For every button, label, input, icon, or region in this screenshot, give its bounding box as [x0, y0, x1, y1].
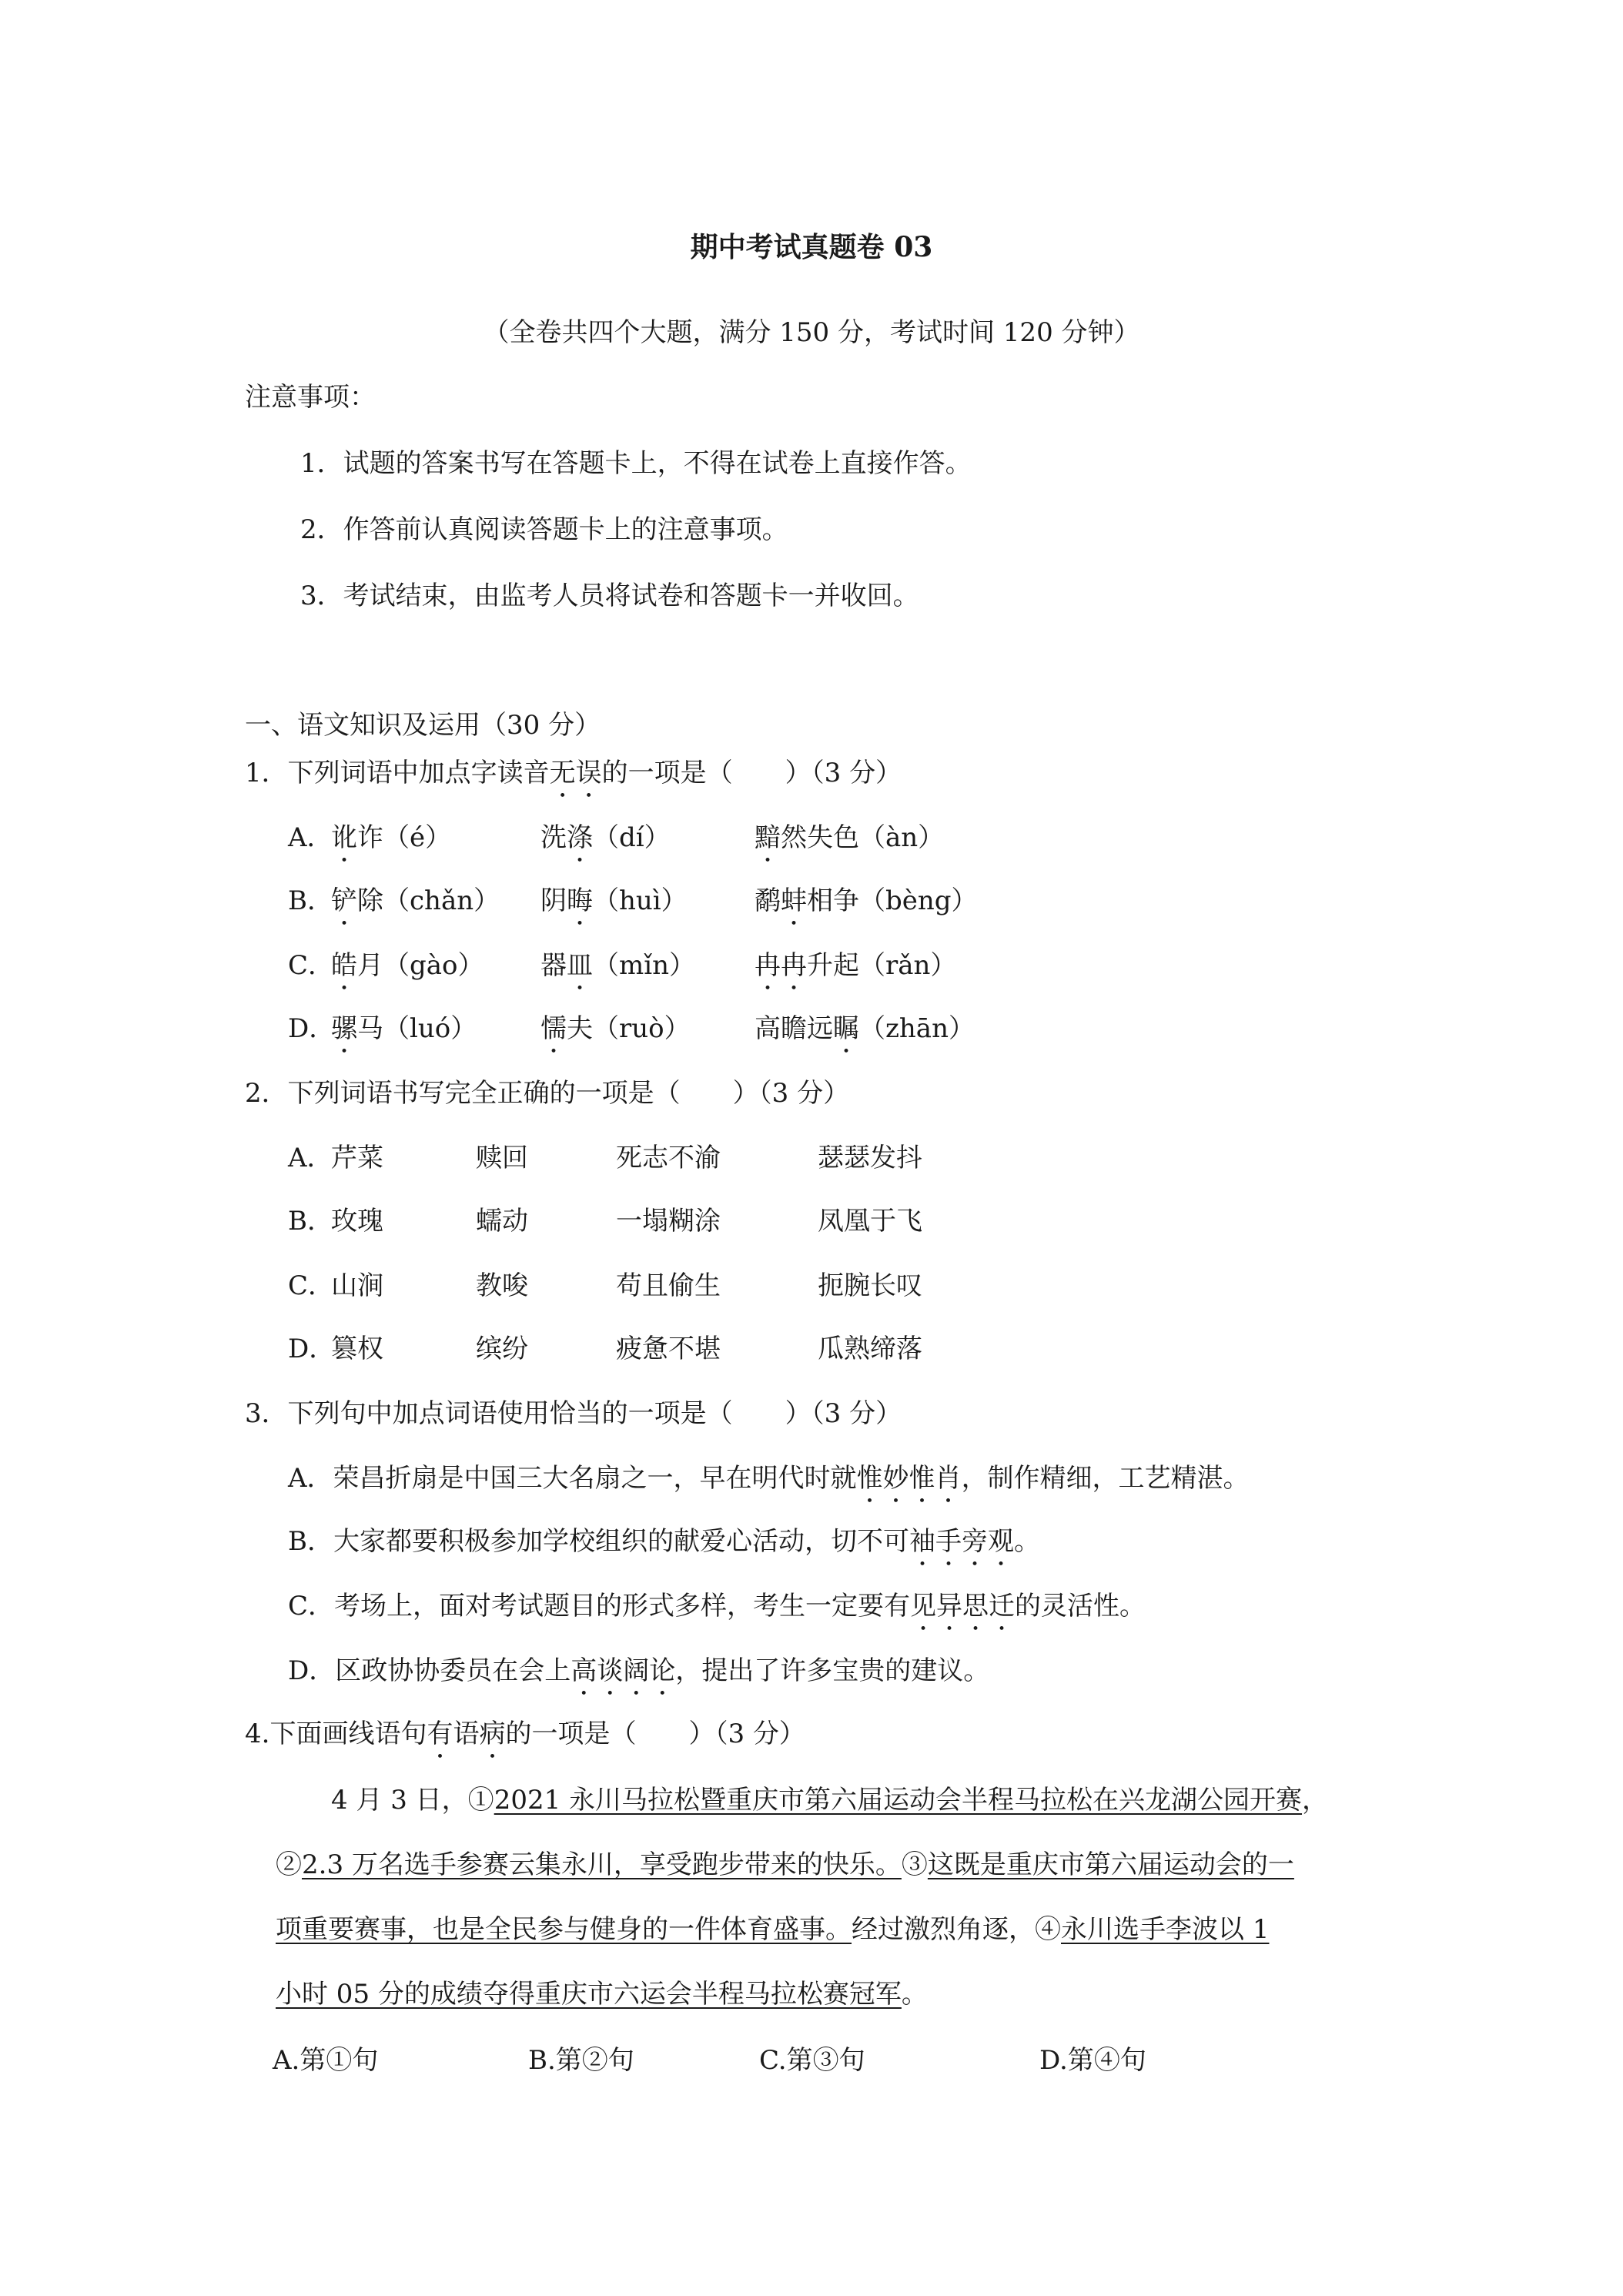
option-word: 一塌糊涂: [616, 1206, 721, 1237]
passage-line: [331, 1785, 1434, 1816]
question-4-option-b: B.第②句: [528, 2045, 634, 2076]
option-text: ，提出了许多宝贵的建议。: [675, 1655, 990, 1686]
stem-dotted-text: 病: [479, 1719, 506, 1749]
option-word: 瓜熟缔落: [818, 1334, 922, 1364]
stem-text: 4.下面画线语句: [245, 1719, 427, 1749]
word-rest: （zhān）: [859, 1013, 975, 1044]
option-label: D．: [288, 1334, 336, 1364]
option-label: A．: [288, 822, 333, 853]
word-rest: 马（luó）: [357, 1013, 477, 1044]
dotted-phrase: 见异思迁: [910, 1591, 1016, 1622]
question-4-option-d: D.第④句: [1039, 2045, 1146, 2076]
passage-text: ③: [901, 1849, 928, 1880]
dotted-char: 皓: [331, 950, 357, 981]
dotted-char: 涤: [567, 822, 593, 853]
word-pre: 高瞻远: [755, 1013, 833, 1044]
dotted-char: 晦: [567, 885, 593, 916]
passage-text: 。: [901, 1979, 928, 2010]
option-text: 的灵活性。: [1015, 1591, 1146, 1622]
passage-text: ②: [276, 1849, 302, 1880]
option-word: [540, 950, 695, 996]
question-3-option-a: [288, 1463, 1250, 1509]
option-label: B．: [288, 1206, 333, 1237]
option-word: [331, 885, 500, 932]
note-item: 1．试题的答案书写在答题卡上，不得在试卷上直接作答。: [300, 448, 972, 479]
option-label: C．: [288, 1270, 335, 1301]
underlined-sentence: 这既是重庆市第六届运动会的一: [927, 1849, 1294, 1880]
word-rest: （dí）: [593, 822, 671, 853]
question-4-option-c: C.第③句: [759, 2045, 865, 2076]
question-3-option-b: [288, 1526, 1040, 1572]
option-word: 山涧: [331, 1270, 383, 1301]
dotted-char: 铲: [331, 885, 357, 916]
word-rest: 然失色（àn）: [781, 822, 945, 853]
option-text: 。: [1013, 1526, 1040, 1557]
option-word: [755, 885, 978, 932]
note-item: 2．作答前认真阅读答题卡上的注意事项。: [300, 514, 788, 545]
passage-text: ，: [1302, 1785, 1329, 1816]
option-word: 瑟瑟发抖: [818, 1143, 922, 1173]
option-word: 篡权: [331, 1334, 383, 1364]
question-1-stem: [245, 758, 902, 804]
option-label: D．: [288, 1013, 336, 1044]
dotted-phrase: 惟妙惟肖: [856, 1463, 962, 1494]
passage-line: [276, 1849, 1378, 1881]
word-rest: 除（chǎn）: [357, 885, 500, 916]
stem-text: 语: [453, 1719, 480, 1749]
passage-text: 经过激烈角逐，④: [852, 1914, 1061, 1945]
word-rest: 相争（bèng）: [807, 885, 978, 916]
option-word: 芹菜: [331, 1143, 383, 1173]
option-text: D．区政协协委员在会上: [288, 1655, 571, 1686]
word-rest: 夫（ruò）: [567, 1013, 691, 1044]
option-word: 扼腕长叹: [818, 1270, 922, 1301]
option-word: [755, 822, 944, 869]
section-heading: 一、语文知识及运用（30 分）: [245, 710, 601, 741]
note-item: 3．考试结束，由监考人员将试卷和答题卡一并收回。: [300, 581, 919, 611]
question-3-stem: 3．下列句中加点词语使用恰当的一项是（ ）（3 分）: [245, 1398, 902, 1429]
dotted-char: 瞩: [833, 1013, 859, 1044]
dotted-char: 懦: [540, 1013, 567, 1044]
stem-text: 1．下列词语中加点字读音: [245, 758, 550, 788]
page-subtitle: （全卷共四个大题，满分 150 分，考试时间 120 分钟）: [483, 317, 1140, 348]
option-text: ，制作精细，工艺精湛。: [961, 1463, 1250, 1494]
stem-dotted-text: 有: [427, 1719, 453, 1749]
dotted-char: 蚌: [781, 885, 807, 916]
stem-text: 的一项是（ ）（3 分）: [601, 758, 902, 788]
word-rest: 月（gào）: [357, 950, 484, 981]
dotted-char: 骡: [331, 1013, 357, 1044]
option-word: [540, 822, 671, 869]
option-word: [755, 950, 956, 996]
underlined-sentence: 项重要赛事，也是全民参与健身的一件体育盛事。: [276, 1914, 852, 1945]
option-word: [540, 1013, 691, 1059]
stem-dotted-text: 无误: [549, 758, 602, 788]
word-pre: 阴: [540, 885, 567, 916]
word-pre: 洗: [540, 822, 567, 853]
option-label: A．: [288, 1143, 333, 1173]
dotted-char: 讹: [331, 822, 357, 853]
option-text: B．大家都要积极参加学校组织的献爱心活动，切不可: [288, 1526, 909, 1557]
option-label: C．: [288, 950, 335, 981]
option-word: [540, 885, 688, 932]
option-word: 死志不渝: [616, 1143, 721, 1173]
underlined-sentence: 2.3 万名选手参赛云集永川，享受跑步带来的快乐。: [302, 1849, 902, 1880]
question-2-stem: 2．下列词语书写完全正确的一项是（ ）（3 分）: [245, 1078, 850, 1109]
option-text: A．荣昌折扇是中国三大名扇之一，早在明代时就: [288, 1463, 857, 1494]
word-rest: （mǐn）: [593, 950, 696, 981]
option-word: [331, 822, 451, 869]
dotted-phrase: 袖手旁观: [909, 1526, 1014, 1557]
word-pre: 器: [540, 950, 567, 981]
option-word: 缤纷: [476, 1334, 528, 1364]
dotted-char: 黯: [755, 822, 781, 853]
stem-text: 的一项是（ ）（3 分）: [505, 1719, 805, 1749]
dotted-char: 冉冉: [755, 950, 807, 981]
underlined-sentence: 2021 永川马拉松暨重庆市第六届运动会半程马拉松在兴龙湖公园开赛: [494, 1785, 1303, 1816]
option-word: [331, 1013, 477, 1059]
option-label: B．: [288, 885, 333, 916]
underlined-sentence: 永川选手李波以 1: [1061, 1914, 1270, 1945]
underlined-sentence: 小时 05 分的成绩夺得重庆市六运会半程马拉松赛冠军: [276, 1979, 902, 2010]
question-4-stem: [245, 1719, 805, 1765]
word-rest: 升起（rǎn）: [807, 950, 957, 981]
word-rest: （huì）: [593, 885, 688, 916]
passage-line: [276, 1979, 1378, 2010]
passage-line: [276, 1914, 1378, 1946]
word-rest: 诈（é）: [357, 822, 452, 853]
option-word: 教唆: [476, 1270, 528, 1301]
option-word: 玫瑰: [331, 1206, 383, 1237]
option-word: 赎回: [476, 1143, 528, 1173]
page-title: 期中考试真题卷 03: [690, 231, 933, 263]
option-word: 凤凰于飞: [818, 1206, 922, 1237]
option-word: [331, 950, 484, 996]
option-word: 苟且偷生: [616, 1270, 721, 1301]
option-word: [755, 1013, 975, 1059]
notes-heading: 注意事项：: [245, 382, 376, 413]
dotted-char: 皿: [567, 950, 593, 981]
question-4-option-a: A.第①句: [273, 2045, 379, 2076]
question-3-option-c: [288, 1591, 1146, 1637]
word-pre: 鹬: [755, 885, 781, 916]
dotted-phrase: 高谈阔论: [571, 1655, 676, 1686]
option-text: C．考场上，面对考试题目的形式多样，考生一定要有: [288, 1591, 911, 1622]
question-3-option-d: [288, 1655, 989, 1702]
passage-text: 4 月 3 日，①: [331, 1785, 494, 1816]
option-word: 疲惫不堪: [616, 1334, 721, 1364]
option-word: 蠕动: [476, 1206, 528, 1237]
